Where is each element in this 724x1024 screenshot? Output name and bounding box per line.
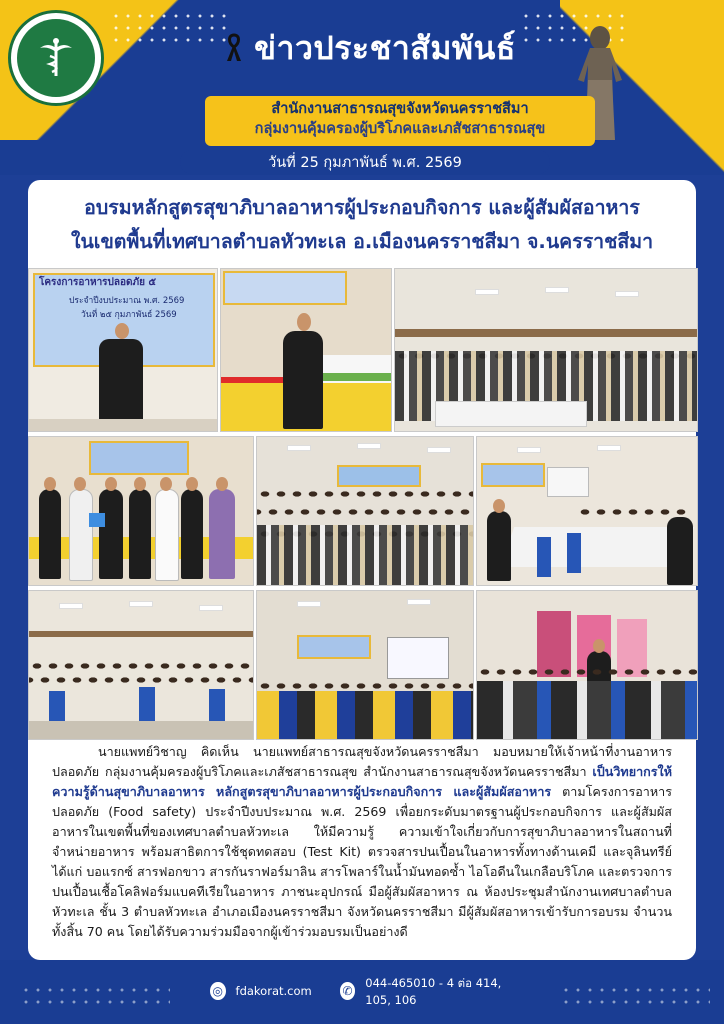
body-highlight: เป็นวิทยากรให้ความรู้ด้านสุขาภิบาลอาหาร หลักสูตรสุขาภิบาลอาหารผู้ประกอบกิจการ และผู้สัมผัสอาหาร <box>52 764 672 799</box>
phone-number: 044-465010 - 4 ต่อ 414, 105, 106 <box>365 976 502 1007</box>
caduceus-icon <box>34 36 78 80</box>
photo-woman-speaker <box>220 268 392 432</box>
page-title: ข่าวประชาสัมพันธ์ <box>254 28 516 67</box>
photo-seated-audience <box>28 590 254 740</box>
dot-pattern <box>20 984 170 1010</box>
org-logo <box>8 10 104 106</box>
photo-certificate-handover <box>28 436 254 586</box>
body-text-part1: นายแพทย์วิชาญ คิดเห็น นายแพทย์สาธารณสุขจังหวัดนครราชสีมา มอบหมายให้เจ้าหน้าที่งานอาหารปลอดภัย กลุ่มงานคุ้มครองผู้บริโภคและเภสัชสาธารณสุข สำนักงานสาธารณสุขจังหวัดนครราชสีมา <box>52 744 672 779</box>
photo-large-group <box>256 436 474 586</box>
photo-training-room <box>476 436 698 586</box>
department-name: สำนักงานสาธารณสุขจังหวัดนครราชสีมา <box>271 101 529 117</box>
division-name: กลุ่มงานคุ้มครองผู้บริโภคและเภสัชสาธารณสุข <box>254 121 546 137</box>
subheadline: ในเขตพื้นที่เทศบาลตำบลหัวทะเล อ.เมืองนครราชสีมา จ.นครราชสีมา <box>70 230 654 253</box>
footer-contact <box>210 976 530 1007</box>
photo-speaker-podium <box>28 268 218 432</box>
photo-test-kit-demo <box>476 590 698 740</box>
page-title-row <box>160 20 580 76</box>
photo-banner-text: ประจำปีงบประมาณ พ.ศ. 2569 <box>69 296 185 306</box>
mourning-ribbon-icon <box>224 33 244 63</box>
headline: อบรมหลักสูตรสุขาภิบาลอาหารผู้ประกอบกิจการ และผู้สัมผัสอาหาร <box>84 196 640 219</box>
globe-icon: ◎ <box>210 982 226 1000</box>
department-box <box>205 96 595 146</box>
website-link[interactable]: fdakorat.com <box>235 984 312 998</box>
photo-banner-text: โครงการอาหารปลอดภัย ๕ <box>39 277 157 288</box>
body-text-part2: ตามโครงการอาหารปลอดภัย (Food safety) ประจำปีงบประมาณ พ.ศ. 2569 เพื่อยกระดับมาตรฐานผู้ประกอบกิจการ และผู้สัมผัสอาหารในเขตพื้นที่ของเทศบาลตำบลหัวทะเล ให้มีความรู้ ความเข้าใจเกี่ยวกับการสุขาภิบาลอาหารในสถานที่จำหน่ายอาหาร พร้อมสาธิตการใช้ชุดทดสอบ (Test Kit) ตรวจสารปนเปื้อนในอาหารทั้งทางด้านเคมี และจุลินทรีย์ ได้แก่ บอแรกซ์ สารฟอกขาว สารกันราฟอร์มาลิน สารโพลาร์ในน้ำมันทอดซ้ำ ไอโอดีนในเกลือบริโภค และตรวจการปนเปื้อนเชื้อโคลิฟอร์มแบคทีเรียในอาหาร ภาชนะอุปกรณ์ มือผู้สัมผัสอาหาร ณ ห้องประชุมสำนักงานเทศบาลตำบลหัวทะเล ชั้น 3 ตำบลหัวทะเล อำเภอเมืองนครราชสีมา จังหวัดนครราชสีมา มีผู้สัมผัสอาหารเข้ารับการอบรม จำนวนทั้งสิ้น 70 คน โดยได้รับความร่วมมือจากผู้เข้าร่วมอบรมเป็นอย่างดี <box>52 784 672 939</box>
dot-pattern <box>560 984 710 1010</box>
photo-group-participants <box>394 268 698 432</box>
news-body <box>52 742 672 942</box>
date-label: วันที่ 25 กุมภาพันธ์ พ.ศ. 2569 <box>180 150 550 174</box>
phone-icon: ✆ <box>340 982 356 1000</box>
photo-banner-text: วันที่ ๒๕ กุมภาพันธ์ 2569 <box>81 310 177 320</box>
photo-presentation-screen <box>256 590 474 740</box>
